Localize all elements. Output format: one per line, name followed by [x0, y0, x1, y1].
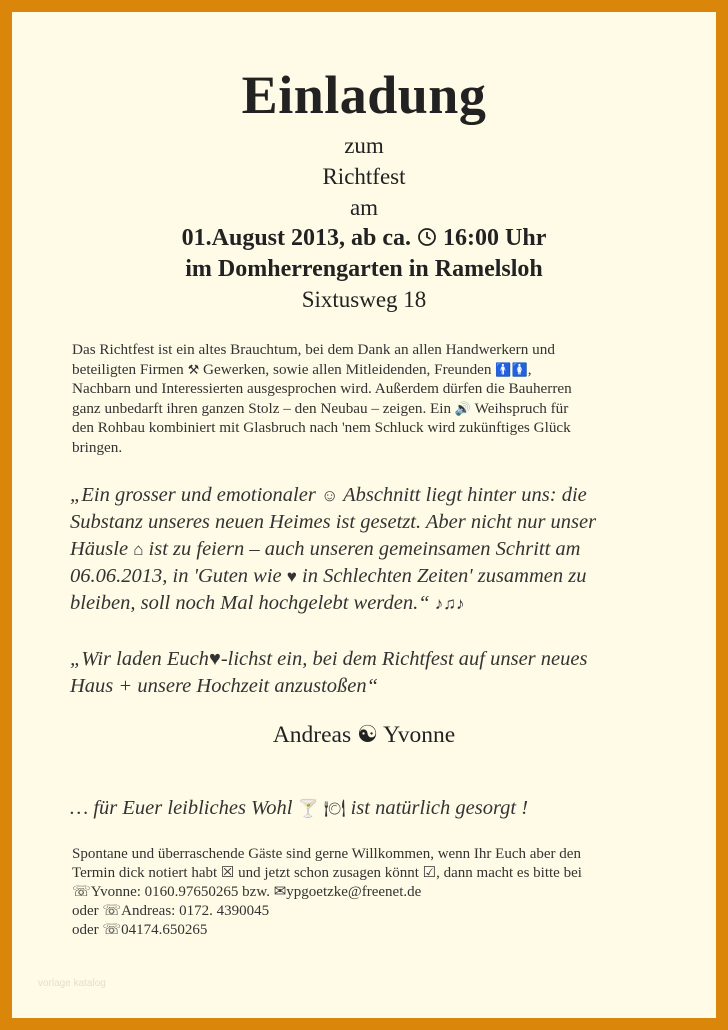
contact-line — [72, 902, 582, 921]
ballot-x-icon: ☒ — [220, 865, 235, 881]
line-am: am — [349, 195, 379, 220]
line-richtfest: Richtfest — [322, 164, 406, 189]
food-text: … für Euer leibliches Wohl — [70, 797, 293, 819]
contact-block — [72, 845, 582, 940]
clock-icon — [417, 227, 437, 254]
quote-text: 06.06.2013, in 'Guten wie — [70, 565, 282, 587]
quote-line — [70, 563, 670, 590]
intro-text: , — [527, 360, 532, 378]
contact-text: oder — [72, 903, 99, 919]
quote-text: Abschnitt liegt hinter uns: die — [343, 484, 587, 506]
intro-line: Das Richtfest ist ein altes Brauchtum, bei dem Dank an allen Handwerkern und — [72, 341, 555, 358]
quote-paragraph-2 — [70, 646, 670, 700]
quote-text: bleiben, soll noch Mal hochgelebt werden.“ — [70, 592, 430, 614]
house-icon: ⌂ — [133, 540, 144, 559]
contact-line: Spontane und überraschende Gäste sind gerne Willkommen, wenn Ihr Euch aber den — [72, 846, 581, 862]
quote-line — [70, 482, 670, 509]
quote-text: „Ein grosser und emotionaler — [70, 484, 316, 506]
yin-yang-icon: ☯ — [357, 722, 379, 748]
contact-line — [72, 883, 582, 902]
intro-text: beteiligten Firmen — [72, 360, 184, 378]
watermark: vorlage katalog — [38, 978, 106, 989]
intro-paragraph — [72, 340, 662, 458]
heart-icon: ♥ — [208, 648, 221, 670]
smiley-icon: ☺ — [320, 486, 339, 505]
contact-text: Yvonne: 0160.97650265 bzw. — [90, 884, 270, 900]
food-text: ist natürlich gesorgt ! — [350, 797, 529, 819]
intro-text: Gewerken, sowie allen Mitleidenden, Freunden — [203, 360, 492, 378]
speaker-icon: 🔊 — [454, 400, 472, 416]
email-link[interactable]: ypgoetzke@freenet.de — [286, 884, 422, 900]
intro-line: bringen. — [72, 438, 123, 456]
phone-icon: ☏ — [102, 922, 122, 938]
quote-line — [70, 536, 670, 563]
intro-line: Nachbarn und Interessierten ausgesprochen wird. Außerdem dürfen die Bauherren — [72, 380, 572, 398]
contact-text: Andreas: 0172. 4390045 — [121, 903, 270, 919]
intro-line — [72, 360, 662, 380]
plate-icon: 🍽 — [323, 799, 346, 818]
quote-line — [70, 646, 670, 673]
quote-text: Häusle — [70, 538, 129, 560]
intro-text: Weihspruch für — [474, 399, 569, 417]
quote-text: in Schlechten Zeiten' zusammen zu — [302, 565, 587, 587]
location: im Domherrengarten in Ramelsloh — [185, 256, 543, 282]
quote-text: -lichst ein, bei dem Richtfest auf unser neues — [220, 648, 588, 670]
intro-line: den Rohbau kombiniert mit Glasbruch nach 'nem Schluck wird zukünftiges Glück — [72, 419, 571, 437]
food-line — [70, 795, 670, 822]
line-zum: zum — [344, 133, 384, 158]
contact-text: oder — [72, 922, 99, 938]
heart-icon: ♥ — [286, 567, 297, 586]
signature-name: Andreas — [272, 722, 352, 748]
signature-name: Yvonne — [383, 722, 456, 748]
quote-paragraph-1 — [70, 482, 670, 617]
time-text: 16:00 Uhr — [443, 225, 547, 251]
date-line — [0, 225, 728, 254]
quote-line — [70, 590, 670, 617]
contact-line — [72, 921, 582, 940]
title: Einladung — [241, 65, 487, 125]
ballot-check-icon: ☑ — [422, 865, 437, 881]
contact-text: , dann macht es bitte bei — [436, 865, 582, 881]
tools-icon: ⚒ — [187, 361, 200, 377]
cocktail-icon: 🍸 — [297, 799, 319, 818]
people-icon: 🚹🚺 — [495, 361, 528, 377]
intro-text: ganz unbedarft ihren ganzen Stolz – den Neubau – zeigen. Ein — [72, 399, 452, 417]
contact-line — [72, 864, 582, 883]
quote-line: Substanz unseres neuen Heimes ist gesetzt. Aber nicht nur unser — [70, 511, 597, 533]
music-notes-icon: ♪♫♪ — [434, 594, 465, 613]
phone-icon: ☏ — [102, 903, 122, 919]
phone-icon: ☏ — [72, 884, 91, 900]
contact-text: Termin dick notiert habt — [72, 865, 218, 881]
contact-text: und jetzt schon zusagen könnt — [238, 865, 419, 881]
date-text: 01.August 2013, ab ca. — [181, 225, 412, 251]
address: Sixtusweg 18 — [301, 287, 427, 312]
quote-text: „Wir laden Euch — [70, 648, 209, 670]
mail-icon: ✉ — [273, 884, 287, 900]
contact-text: 04174.650265 — [121, 922, 208, 938]
quote-text: ist zu feiern – auch unseren gemeinsamen Schritt am — [148, 538, 581, 560]
quote-line: Haus + unsere Hochzeit anzustoßen“ — [70, 675, 379, 697]
signature — [0, 720, 728, 749]
intro-line — [72, 399, 662, 419]
